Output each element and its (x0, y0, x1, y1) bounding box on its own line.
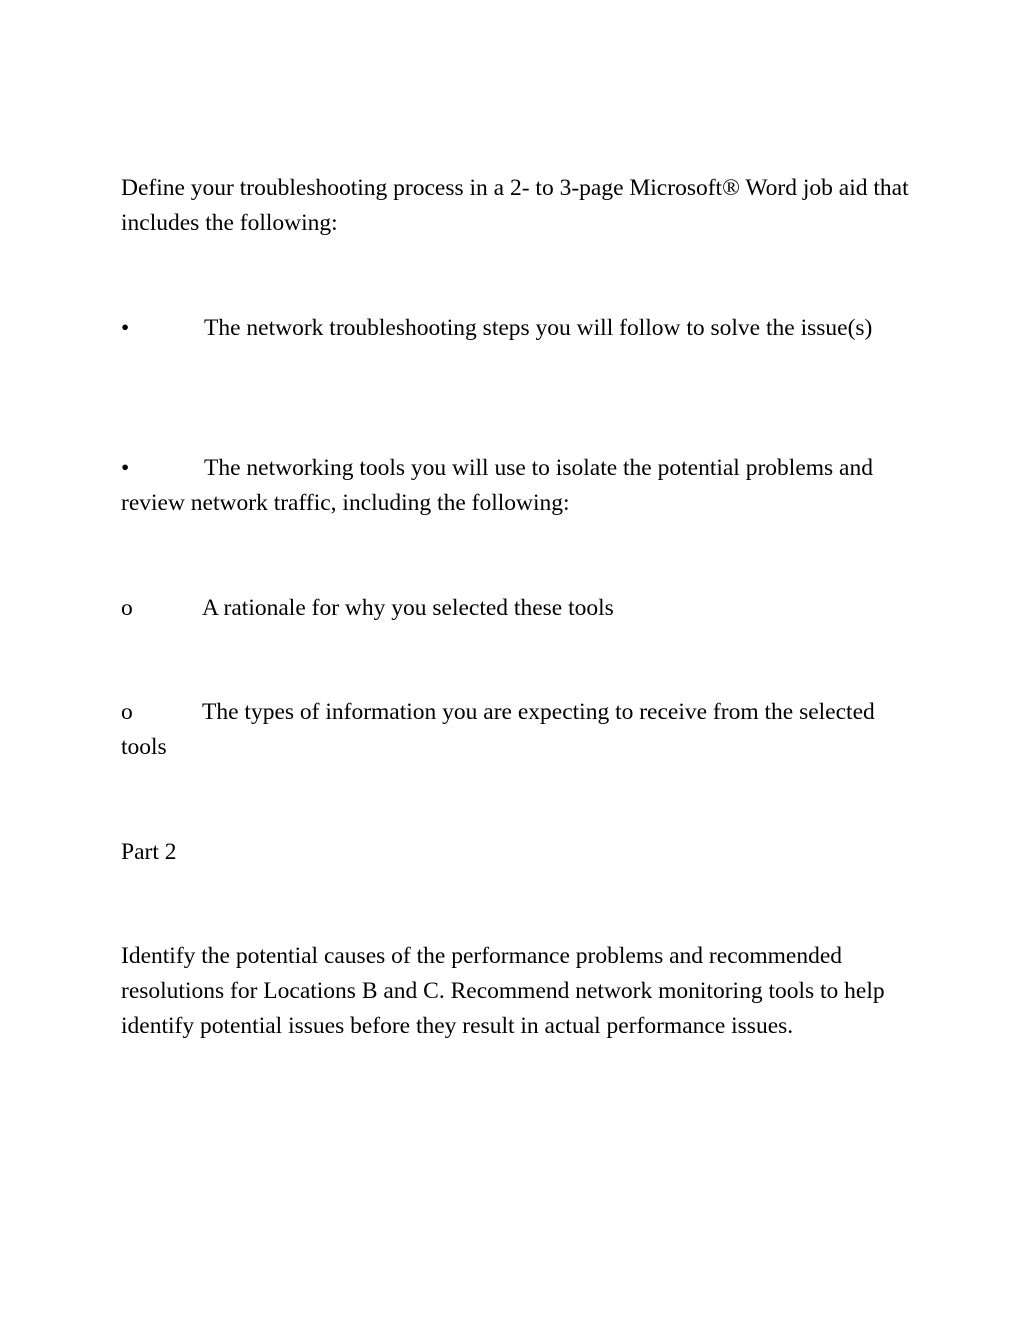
bullet-item-2-text: The networking tools you will use to isolate the potential problems and review network traffic, including the following: (121, 455, 873, 516)
bullet-item-1-text: The network troubleshooting steps you will follow to solve the issue(s) (204, 315, 873, 341)
part-heading (121, 835, 911, 870)
sub-bullet-item-1-text: A rationale for why you selected these tools (202, 595, 614, 621)
bullet-item-1 (121, 311, 911, 346)
bullet-marker: • (121, 315, 130, 341)
sub-bullet-marker: o (121, 595, 133, 621)
final-paragraph-text: Identify the potential causes of the performance problems and recommended resolutions for Locations B and C. Recommend network monitoring tools to help identify potential issues before they result in actual performance issues. (121, 943, 885, 1039)
intro-paragraph (121, 171, 911, 241)
final-paragraph (121, 939, 911, 1044)
bullet-item-2 (121, 451, 911, 521)
sub-bullet-marker: o (121, 699, 133, 725)
sub-bullet-item-1 (121, 591, 911, 626)
sub-bullet-item-2-text: The types of information you are expecting to receive from the selected tools (121, 699, 875, 760)
bullet-marker: • (121, 455, 130, 481)
sub-bullet-item-2 (121, 695, 911, 765)
part-heading-text: Part 2 (121, 839, 177, 865)
intro-text: Define your troubleshooting process in a 2- to 3-page Microsoft® Word job aid that includes the following: (121, 175, 909, 236)
